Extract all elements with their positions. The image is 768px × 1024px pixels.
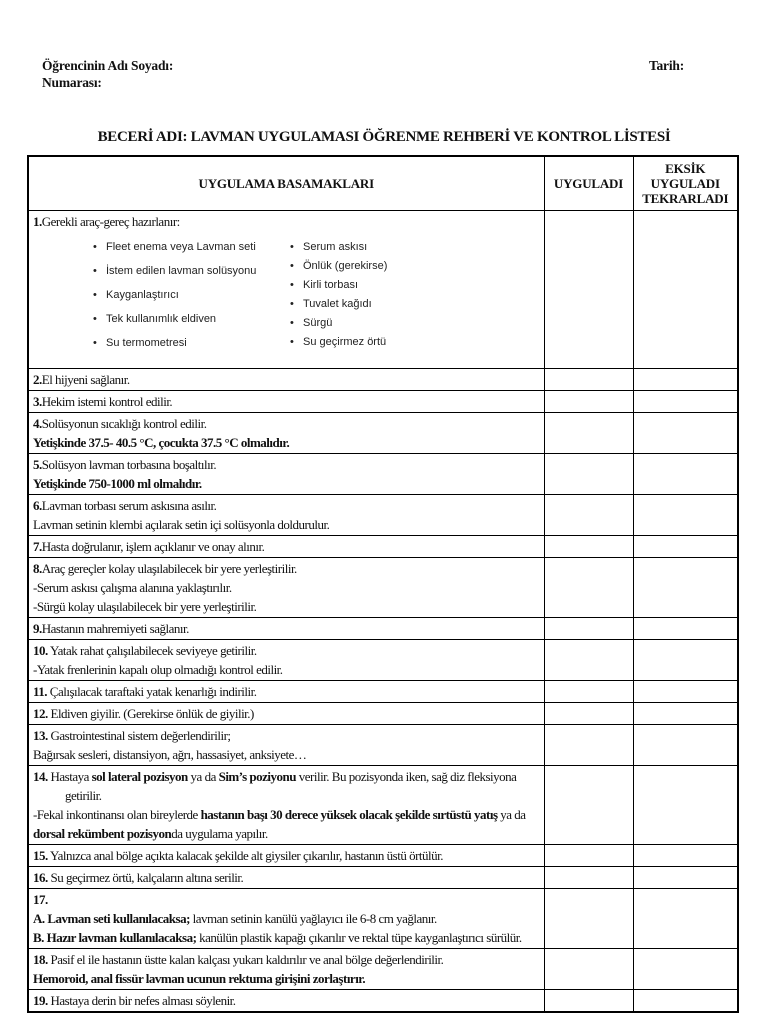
step-cell <box>28 536 544 558</box>
step-text-line: 5.Solüsyon lavman torbasına boşaltılır. <box>33 457 217 472</box>
eksik-uyguladi-tekrarladi-cell <box>633 391 738 413</box>
student-number-label: Numarası: <box>42 75 102 90</box>
table-row <box>28 990 738 1013</box>
bullet-item: • Tuvalet kağıdı <box>288 298 387 311</box>
bullet-item: • Tek kullanımlık eldiven <box>91 313 266 326</box>
uyguladi-cell <box>544 495 633 536</box>
eksik-uyguladi-tekrarladi-cell <box>633 990 738 1013</box>
bullet-item: • Fleet enema veya Lavman seti <box>91 241 266 254</box>
step-text-line: 9.Hastanın mahremiyeti sağlanır. <box>33 621 189 636</box>
step-text-line: 1.Gerekli araç-gereç hazırlanır: <box>33 214 180 229</box>
table-header-row <box>28 156 738 211</box>
uyguladi-cell <box>544 640 633 681</box>
eksik-uyguladi-tekrarladi-cell <box>633 845 738 867</box>
step-text-line: Lavman setinin klembi açılarak setin içi solüsyonla doldurulur. <box>33 517 330 532</box>
table-row <box>28 413 738 454</box>
step-cell <box>28 211 544 369</box>
uyguladi-cell <box>544 681 633 703</box>
step-text-line: 16. Su geçirmez örtü, kalçaların altına serilir. <box>33 870 244 885</box>
bullet-item: • Kirli torbası <box>288 279 387 292</box>
eksik-uyguladi-tekrarladi-cell <box>633 766 738 845</box>
step-cell <box>28 369 544 391</box>
eksik-uyguladi-tekrarladi-cell <box>633 618 738 640</box>
table-row <box>28 845 738 867</box>
eksik-uyguladi-tekrarladi-cell <box>633 413 738 454</box>
step-text-line: Yetişkinde 750-1000 ml olmalıdır. <box>33 476 202 491</box>
eksik-uyguladi-tekrarladi-cell <box>633 536 738 558</box>
meta-header <box>0 0 768 91</box>
step-cell <box>28 681 544 703</box>
uyguladi-cell <box>544 867 633 889</box>
step-text-line: -Serum askısı çalışma alanına yaklaştırılır. <box>33 580 232 595</box>
bullet-column-right <box>288 241 387 361</box>
step-text-line: -Sürgü kolay ulaşılabilecek bir yere yerleştirilir. <box>33 599 257 614</box>
bullet-column-left <box>91 241 266 361</box>
table-row <box>28 766 738 845</box>
table-row <box>28 454 738 495</box>
table-row <box>28 725 738 766</box>
eksik-uyguladi-tekrarladi-cell <box>633 867 738 889</box>
eksik-uyguladi-tekrarladi-cell <box>633 949 738 990</box>
step-cell <box>28 454 544 495</box>
uyguladi-cell <box>544 703 633 725</box>
eksik-uyguladi-tekrarladi-cell <box>633 725 738 766</box>
equipment-bullet-lists <box>91 241 540 361</box>
step-text-line: 11. Çalışılacak taraftaki yatak kenarlığı indirilir. <box>33 684 257 699</box>
table-row <box>28 536 738 558</box>
step-text-line: 12. Eldiven giyilir. (Gerekirse önlük de giyilir.) <box>33 706 254 721</box>
uyguladi-cell <box>544 990 633 1013</box>
step-text-line: 3.Hekim istemi kontrol edilir. <box>33 394 173 409</box>
uyguladi-cell <box>544 766 633 845</box>
table-row <box>28 949 738 990</box>
eksik-uyguladi-tekrarladi-cell <box>633 703 738 725</box>
step-text-line: Hemoroid, anal fissür lavman ucunun rektuma girişini zorlaştırır. <box>33 971 366 986</box>
step-cell <box>28 725 544 766</box>
step-cell <box>28 618 544 640</box>
step-cell <box>28 413 544 454</box>
eksik-uyguladi-tekrarladi-cell <box>633 558 738 618</box>
step-text-line: Yetişkinde 37.5- 40.5 °C, çocukta 37.5 °C olmalıdır. <box>33 435 290 450</box>
step-cell <box>28 391 544 413</box>
eksik-uyguladi-tekrarladi-cell <box>633 211 738 369</box>
uyguladi-cell <box>544 454 633 495</box>
step-text-line: B. Hazır lavman kullanılacaksa; kanülün plastik kapağı çıkarılır ve rektal tüpe kayganlaştırıcı sürülür. <box>33 930 522 945</box>
steps-body <box>28 211 738 1013</box>
step-text-line: 17. <box>33 892 48 907</box>
student-name-label: Öğrencinin Adı Soyadı: <box>42 58 174 73</box>
step-cell <box>28 640 544 681</box>
table-row <box>28 211 738 369</box>
eksik-uyguladi-tekrarladi-cell <box>633 495 738 536</box>
uyguladi-cell <box>544 413 633 454</box>
bullet-item: • Kayganlaştırıcı <box>91 289 266 302</box>
column-header-steps: UYGULAMA BASAMAKLARI <box>28 156 544 211</box>
page-title: BECERİ ADI: LAVMAN UYGULAMASI ÖĞRENME REHBERİ VE KONTROL LİSTESİ <box>97 129 671 145</box>
uyguladi-cell <box>544 845 633 867</box>
step-text-line: -Yatak frenlerinin kapalı olup olmadığı kontrol edilir. <box>33 662 283 677</box>
table-row <box>28 867 738 889</box>
uyguladi-cell <box>544 536 633 558</box>
step-cell <box>28 845 544 867</box>
checklist-table <box>27 155 739 1013</box>
step-cell <box>28 558 544 618</box>
step-text-line: Bağırsak sesleri, distansiyon, ağrı, hassasiyet, anksiyete… <box>33 747 307 762</box>
bullet-item: • Serum askısı <box>288 241 387 254</box>
step-text-line: 8.Araç gereçler kolay ulaşılabilecek bir yere yerleştirilir. <box>33 561 297 576</box>
step-text-line: 14. Hastaya sol lateral pozisyon ya da Sim’s poziyonu verilir. Bu pozisyonda iken, sağ diz fleksiyona getirilir. <box>33 769 517 803</box>
table-row <box>28 495 738 536</box>
uyguladi-cell <box>544 211 633 369</box>
bullet-item: • Sürgü <box>288 317 387 330</box>
table-row <box>28 889 738 949</box>
step-text-line: 7.Hasta doğrulanır, işlem açıklanır ve onay alınır. <box>33 539 265 554</box>
table-row <box>28 618 738 640</box>
eksik-uyguladi-tekrarladi-cell <box>633 889 738 949</box>
step-text-line: 15. Yalnızca anal bölge açıkta kalacak şekilde alt giysiler çıkarılır, hastanın üstü örtülür. <box>33 848 444 863</box>
uyguladi-cell <box>544 725 633 766</box>
column-header-uyguladi: UYGULADI <box>544 156 633 211</box>
step-text-line: 10. Yatak rahat çalışılabilecek seviyeye getirilir. <box>33 643 257 658</box>
step-cell <box>28 703 544 725</box>
table-row <box>28 558 738 618</box>
student-info <box>42 57 173 91</box>
eksik-uyguladi-tekrarladi-cell <box>633 454 738 495</box>
uyguladi-cell <box>544 391 633 413</box>
uyguladi-cell <box>544 618 633 640</box>
column-header-eksik: EKSİK UYGULADI TEKRARLADI <box>633 156 738 211</box>
step-text-line: 4.Solüsyonun sıcaklığı kontrol edilir. <box>33 416 207 431</box>
table-row <box>28 703 738 725</box>
eksik-uyguladi-tekrarladi-cell <box>633 681 738 703</box>
step-text-line: 18. Pasif el ile hastanın üstte kalan kalçası yukarı kaldırılır ve anal bölge değerlendirilir. <box>33 952 444 967</box>
uyguladi-cell <box>544 949 633 990</box>
table-row <box>28 640 738 681</box>
table-row <box>28 681 738 703</box>
uyguladi-cell <box>544 889 633 949</box>
bullet-item: • Su termometresi <box>91 337 266 350</box>
bullet-item: • Önlük (gerekirse) <box>288 260 387 273</box>
step-cell <box>28 889 544 949</box>
step-text-line: -Fekal inkontinansı olan bireylerde hastanın başı 30 derece yüksek olacak şekilde sırtüstü yatış ya da dorsal rekümbent pozisyonda uygulama yapılır. <box>33 807 526 841</box>
step-text-line: 13. Gastrointestinal sistem değerlendirilir; <box>33 728 231 743</box>
date-label: Tarih: <box>648 58 684 73</box>
step-cell <box>28 949 544 990</box>
step-cell <box>28 495 544 536</box>
bullet-item: • İstem edilen lavman solüsyonu <box>91 265 266 278</box>
eksik-uyguladi-tekrarladi-cell <box>633 369 738 391</box>
step-cell <box>28 766 544 845</box>
step-cell <box>28 867 544 889</box>
bullet-item: • Su geçirmez örtü <box>288 336 387 349</box>
table-row <box>28 391 738 413</box>
step-cell <box>28 990 544 1013</box>
step-text-line: A. Lavman seti kullanılacaksa; lavman setinin kanülü yağlayıcı ile 6-8 cm yağlanır. <box>33 911 437 926</box>
step-text-line: 19. Hastaya derin bir nefes alması söylenir. <box>33 993 236 1008</box>
step-text-line: 6.Lavman torbası serum askısına asılır. <box>33 498 217 513</box>
table-row <box>28 369 738 391</box>
uyguladi-cell <box>544 369 633 391</box>
step-text-line: 2.El hijyeni sağlanır. <box>33 372 130 387</box>
eksik-uyguladi-tekrarladi-cell <box>633 640 738 681</box>
uyguladi-cell <box>544 558 633 618</box>
